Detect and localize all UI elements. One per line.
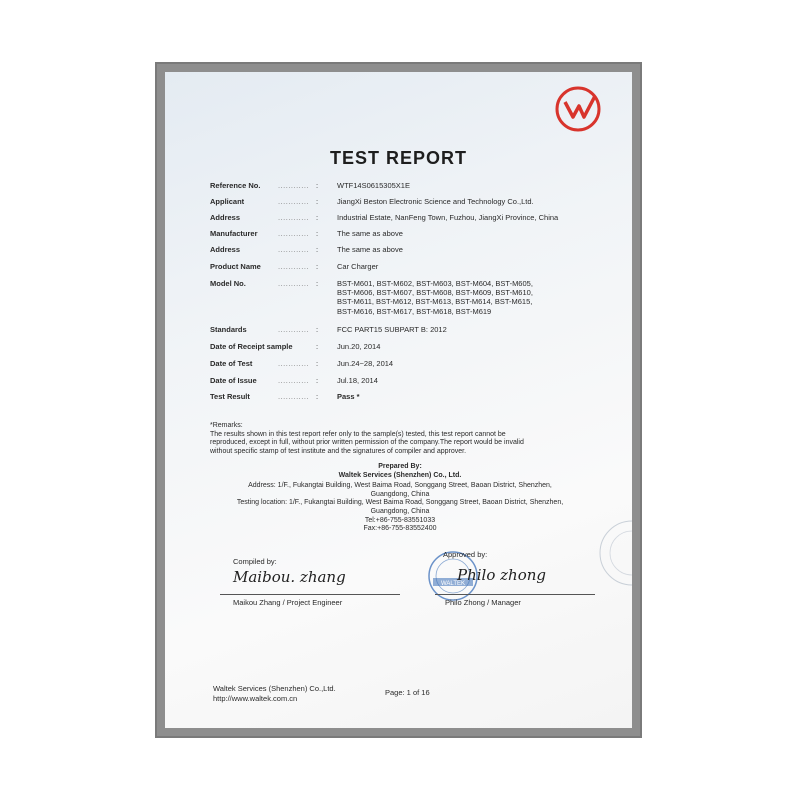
waltek-seal-icon — [597, 518, 632, 588]
page-number: Page: 1 of 16 — [385, 688, 430, 697]
prepared-by: Prepared By: Waltek Services (Shenzhen) Co., Ltd. Address: 1/F., Fukangtai Building, West Baima Road, Songgang Street, Baoan District, Shenzhen, Guangdong, China Testing location: 1/F., Fukangtai Building, West Baima Road, Songgang Street, Baoan District, Shenzhen, Guangdong, China Tel:+86-755-83551033 Fax:+86-755-83552400 — [236, 463, 564, 533]
approver-signature: Philo zhong — [457, 566, 547, 584]
model-list: BST-M601, BST-M602, BST-M603, BST-M604, BST-M605, BST-M606, BST-M607, BST-M608, BST-M609, BST-M610, BST-M611, BST-M612, BST-M613, BST-M614, BST-M615, BST-M616, BST-M617, BST-M618, BST-M619 — [337, 279, 533, 316]
approver-name: Philo Zhong / Manager — [445, 598, 521, 607]
report-page: TEST REPORT Reference No. ............ : WTF14S0615305X1E Applicant ............ : JiangXi Beston Electronic Science and Technology Co.,Ltd. Address ............ : Industrial Estate, NanFeng Town, Fuzhou, JiangXi Province, China Manufacturer ............ : The same as above Address ............ : The same as above Product Name ............ : Car Charger Model No. ............ : BST-M601, BST-M602, BST-M603, BST-M604, BST-M605, BST-M606, BST-M607, BST-M608, BST-M609, BST-M610, BST-M611, BST-M612, BST-M613, BST-M614, BST-M615, BST-M616, BST-M617, BST-M618, BST-M619 Standards ............ : FCC PART15 SUBPART B: 2012 Date of Receipt sample : Jun.20, 2014 Date of Test ............ : Jun.24~28, 2014 Date of Issue ............ : Jul.18, 2014 Test Result ............ : Pass * *Remarks: The results shown in this test report refer only to the sample(s) tested, this test report cannot be reproduced, except in full, without prior written permission of the company.The report would be invalid without specific stamp of test institute and the signatures of compiler and approver. Prepared By: Waltek Services (Shenzhen) Co., Ltd. Address: 1/F., Fukangtai Building, West Baima Road, Songgang Street, Baoan District, Shenzhen, Guangdong, China Testing location: 1/F., Fukangtai Building, West Baima Road, Songgang Street, Baoan District, Shenzhen, Guangdong, China Tel:+86-755-83551033 Fax:+86-755-83552400 Compiled by: Maibou. zhang Maikou Zhang / Project Engineer WALTEK Approved by: Philo zhong Philo Zhong / Manager Waltek Services (Shenzhen) Co.,Ltd. http://www.waltek.com.cn Page: 1 of 16 — [165, 72, 632, 728]
waltek-logo-icon — [553, 84, 603, 134]
stamp-text: WALTEK — [440, 581, 466, 587]
remarks: *Remarks: The results shown in this test report refer only to the sample(s) tested, this test report cannot be reproduced, except in full, without prior written permission of the company.The report would be invalid without specific stamp of test institute and the signatures of compiler and approver. — [210, 422, 524, 455]
compiler-signature: Maibou. zhang — [233, 568, 346, 586]
page-title: TEST REPORT — [329, 148, 467, 168]
approver-signature-line — [435, 594, 595, 595]
footer-url: http://www.waltek.com.cn — [213, 694, 298, 703]
compiler-signature-line — [220, 594, 400, 595]
approved-by-label: Approved by: — [443, 550, 488, 559]
footer-company: Waltek Services (Shenzhen) Co.,Ltd. http://www.waltek.com.cn — [213, 684, 336, 703]
compiler-name: Maikou Zhang / Project Engineer — [233, 598, 343, 607]
compiled-by-label: Compiled by: — [233, 557, 277, 566]
